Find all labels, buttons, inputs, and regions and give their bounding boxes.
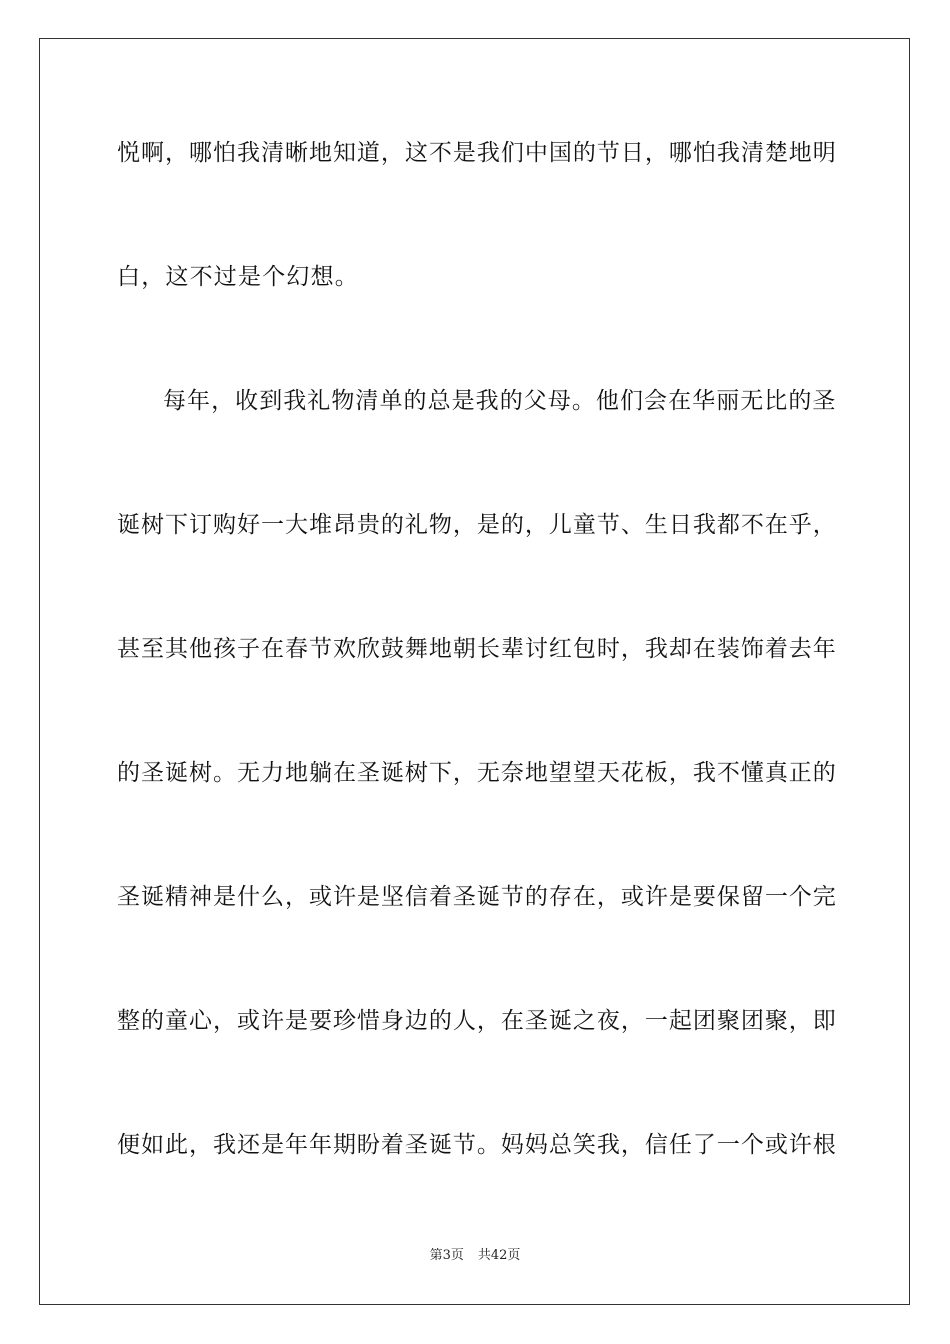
- page-number: 第3页: [429, 1248, 464, 1263]
- body-text-line-9: 便如此，我还是年年期盼着圣诞节。妈妈总笑我，信任了一个或许根: [117, 1132, 837, 1158]
- body-text-line-1: 悦啊，哪怕我清晰地知道，这不是我们中国的节日，哪怕我清楚地明: [117, 140, 837, 166]
- page-border: [39, 38, 910, 1305]
- body-text-line-2: 白，这不过是个幻想。: [117, 264, 359, 290]
- body-text-line-7: 圣诞精神是什么，或许是坚信着圣诞节的存在，或许是要保留一个完: [117, 884, 837, 910]
- page-footer: [0, 1247, 950, 1265]
- body-text-line-4: 诞树下订购好一大堆昂贵的礼物，是的，儿童节、生日我都不在乎，: [117, 512, 837, 538]
- body-text-line-8: 整的童心，或许是要珍惜身边的人，在圣诞之夜，一起团聚团聚，即: [117, 1008, 837, 1034]
- body-text-line-5: 甚至其他孩子在春节欢欣鼓舞地朝长辈讨红包时，我却在装饰着去年: [117, 636, 837, 662]
- page-total: 共42页: [477, 1248, 521, 1263]
- body-text-line-6: 的圣诞树。无力地躺在圣诞树下，无奈地望望天花板，我不懂真正的: [117, 760, 837, 786]
- body-text-line-3: 每年，收到我礼物清单的总是我的父母。他们会在华丽无比的圣: [163, 388, 837, 414]
